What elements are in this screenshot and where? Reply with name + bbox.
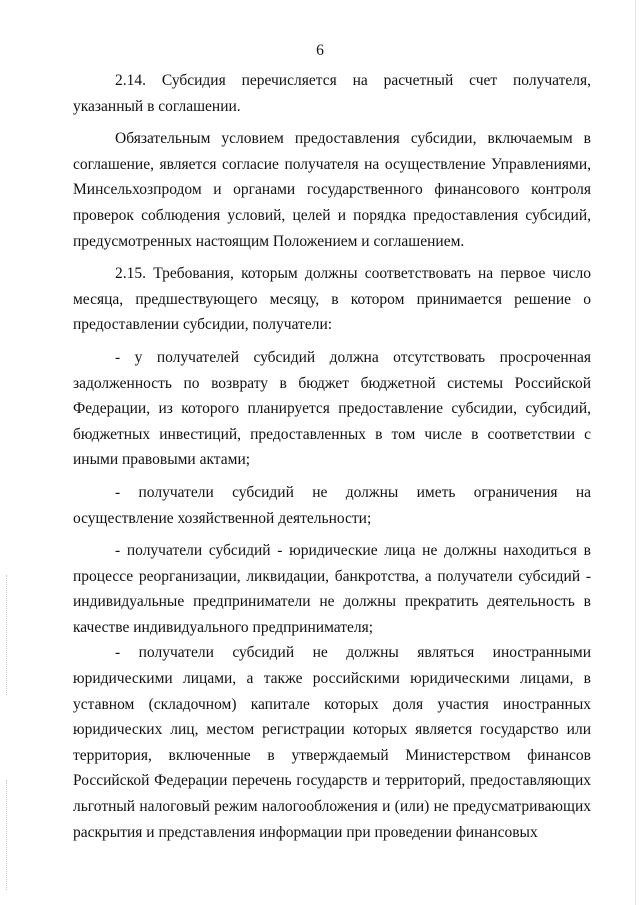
scan-margin-mark — [6, 575, 7, 695]
requirement-item: - получатели субсидий не должны являться иностранными юридическими лицами, а также российскими юридическими лицами, в уставном (складочном) капитале которых доля участия иностранных юридических лиц, местом регистрации которых является государство или территория, включенные в утверждаемый Министерством финансов Российской Федерации перечень государств и территорий, предоставляющих льготный налоговый режим налогообложения и (или) не предусматривающих раскрытия и представления информации при проведении финансовых — [73, 644, 591, 841]
page-number: 6 — [316, 42, 324, 59]
paragraph-2-14: 2.14. Субсидия перечисляется на расчетный счет получателя, указанный в соглашении. — [73, 72, 591, 115]
requirement-item: - получатели субсидий - юридические лица не должны находиться в процессе реорганизации, ликвидации, банкротства, а получатели субсидий - индивидуальные предприниматели не должны прекратить деятельность в качестве индивидуального предпринимателя; — [73, 542, 591, 636]
document-body — [73, 68, 591, 845]
paragraph-2-15: 2.15. Требования, которым должны соответствовать на первое число месяца, предшествующего месяцу, в котором принимается решение о предоставлении субсидии, получатели: — [73, 265, 591, 334]
scan-margin-mark — [6, 780, 7, 890]
page-edge — [635, 0, 636, 905]
requirement-item: - у получателей субсидий должна отсутствовать просроченная задолженность по возврату в бюджет бюджетной системы Российской Федерации, из которого планируется предоставление субсидии, субсидий, бюджетных инвестиций, предоставленных в том числе в соответствии с иными правовыми актами; — [73, 348, 591, 469]
paragraph-condition: Обязательным условием предоставления субсидии, включаемым в соглашение, является согласие получателя на осуществление Управлениями, Минсельхозпродом и органами государственного финансового контроля проверок соблюдения условий, целей и порядка предоставления субсидий, предусмотренных настоящим Положением и соглашением. — [73, 130, 591, 250]
requirement-item: - получатели субсидий не должны иметь ограничения на осуществление хозяйственной деятельности; — [73, 483, 591, 527]
